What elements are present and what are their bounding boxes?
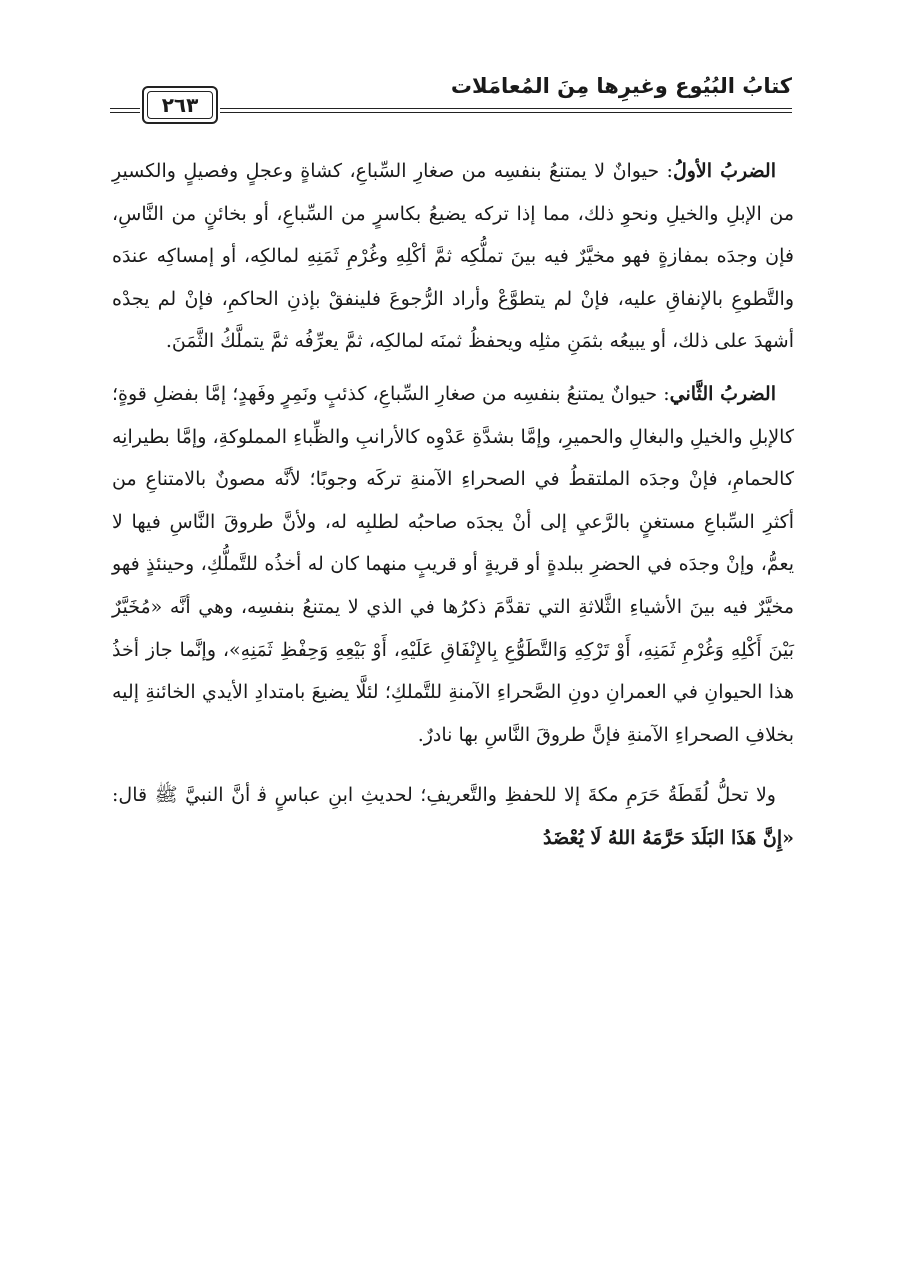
running-header [110, 72, 792, 122]
paragraph-second-kind [112, 373, 794, 756]
paragraph-haram-lost-property [112, 774, 794, 859]
paragraph-heading: الضربُ الأولُ [672, 160, 776, 182]
paragraph-text: : حيوانٌ يمتنعُ بنفسِه من صغارِ السِّباعِ، كذئبٍ ونَمِرٍ وفَهدٍ؛ إمَّا بفضلِ قوةٍ؛ كالإبلِ والخيلِ والبغالِ والحميرِ، وإمَّا بشدَّةِ عَدْوِه كالأرانبِ والظِّباءِ المملوكةِ، وإمَّا بطيرانِه كالحمامِ، فإنْ وجدَه الملتقطُ في الصحراءِ الآمنةِ تركَه وجوبًا؛ لأنَّه مصونٌ بالامتناعِ من أكثرِ السِّباعِ مستغنٍ بالرَّعيِ إلى أنْ يجدَه صاحبُه لطلبِه له، ولأنَّ طروقَ النَّاسِ فيها لا يعمُّ، وإنْ وجدَه في الحضرِ ببلدةٍ أو قريةٍ أو قريبٍ منهما كان له أخذُه للتَّملُّكِ، وحينئذٍ فهو مخيَّرٌ فيه بينَ الأشياءِ الثَّلاثةِ التي تقدَّمَ ذكرُها في الذي لا يمتنعُ بنفسِه، وهي أنَّه «مُخَيَّرٌ بَيْنَ أَكْلِهِ وَغُرْمِ ثَمَنِهِ، أَوْ تَرْكِهِ وَالتَّطَوُّعِ بِالإِنْفَاقِ عَلَيْهِ، أَوْ بَيْعِهِ وَحِفْظِ ثَمَنِهِ»، وإنَّما جاز أخذُ هذا الحيوانِ في العمرانِ دونِ الصَّحراءِ الآمنةِ للتَّملكِ؛ لئلَّا يضيعَ بامتدادِ الأيدي الخائنةِ إليه بخلافِ الصحراءِ الآمنةِ فإنَّ طروقَ النَّاسِ بها نادرٌ. [112, 382, 794, 746]
paragraph-first-kind [112, 150, 794, 363]
page-number: ٢٦٣ [147, 91, 213, 119]
hadith-quote: «إِنَّ هَذَا البَلَدَ حَرَّمَهُ اللهُ لَا يُعْضَدُ [542, 826, 794, 849]
header-rule [220, 112, 792, 113]
paragraph-heading: الضربُ الثَّاني [669, 382, 776, 405]
page-number-frame [142, 86, 218, 124]
header-rule [110, 112, 140, 113]
paragraph-text: : حيوانٌ لا يمتنعُ بنفسِه من صغارِ السِّباعِ، كشاةٍ وعجلٍ وفصيلٍ والكسيرِ من الإبلِ والخيلِ ونحوِ ذلك، مما إذا تركه يضيعُ بكاسرٍ من السِّباعِ، أو بخائنٍ من النَّاسِ، فإن وجدَه بمفازةٍ فهو مخيَّرٌ فيه بينَ تملُّكِه ثمَّ أكْلِهِ وغُرْمِ ثَمَنِهِ لمالكِه، أو إمساكِه عندَه والتَّطوعِ بالإنفاقِ عليه، فإنْ لم يتطوَّعْ وأراد الرُّجوعَ فلينفقْ بإذنِ الحاكمِ، فإنْ لم يجدْه أشهدَ على ذلك، أو يبيعُه بثمَنِ مثلِه ويحفظُ ثمنَه لمالكِه، ثمَّ يعرِّفُه ثمَّ يتملَّكُ الثَّمَنَ. [112, 160, 794, 353]
page-body [112, 150, 794, 860]
header-rule [110, 108, 140, 109]
book-title: كتابُ البُيُوع وغيرِها مِنَ المُعامَلات [450, 74, 792, 98]
header-rule [220, 108, 792, 109]
paragraph-text: ولا تحلُّ لُقَطَةُ حَرَمِ مكةَ إلا للحفظِ والتَّعريفِ؛ لحديثِ ابنِ عباسٍ ﭬ أنَّ النبيَّ ﷺ قال: [112, 784, 776, 807]
